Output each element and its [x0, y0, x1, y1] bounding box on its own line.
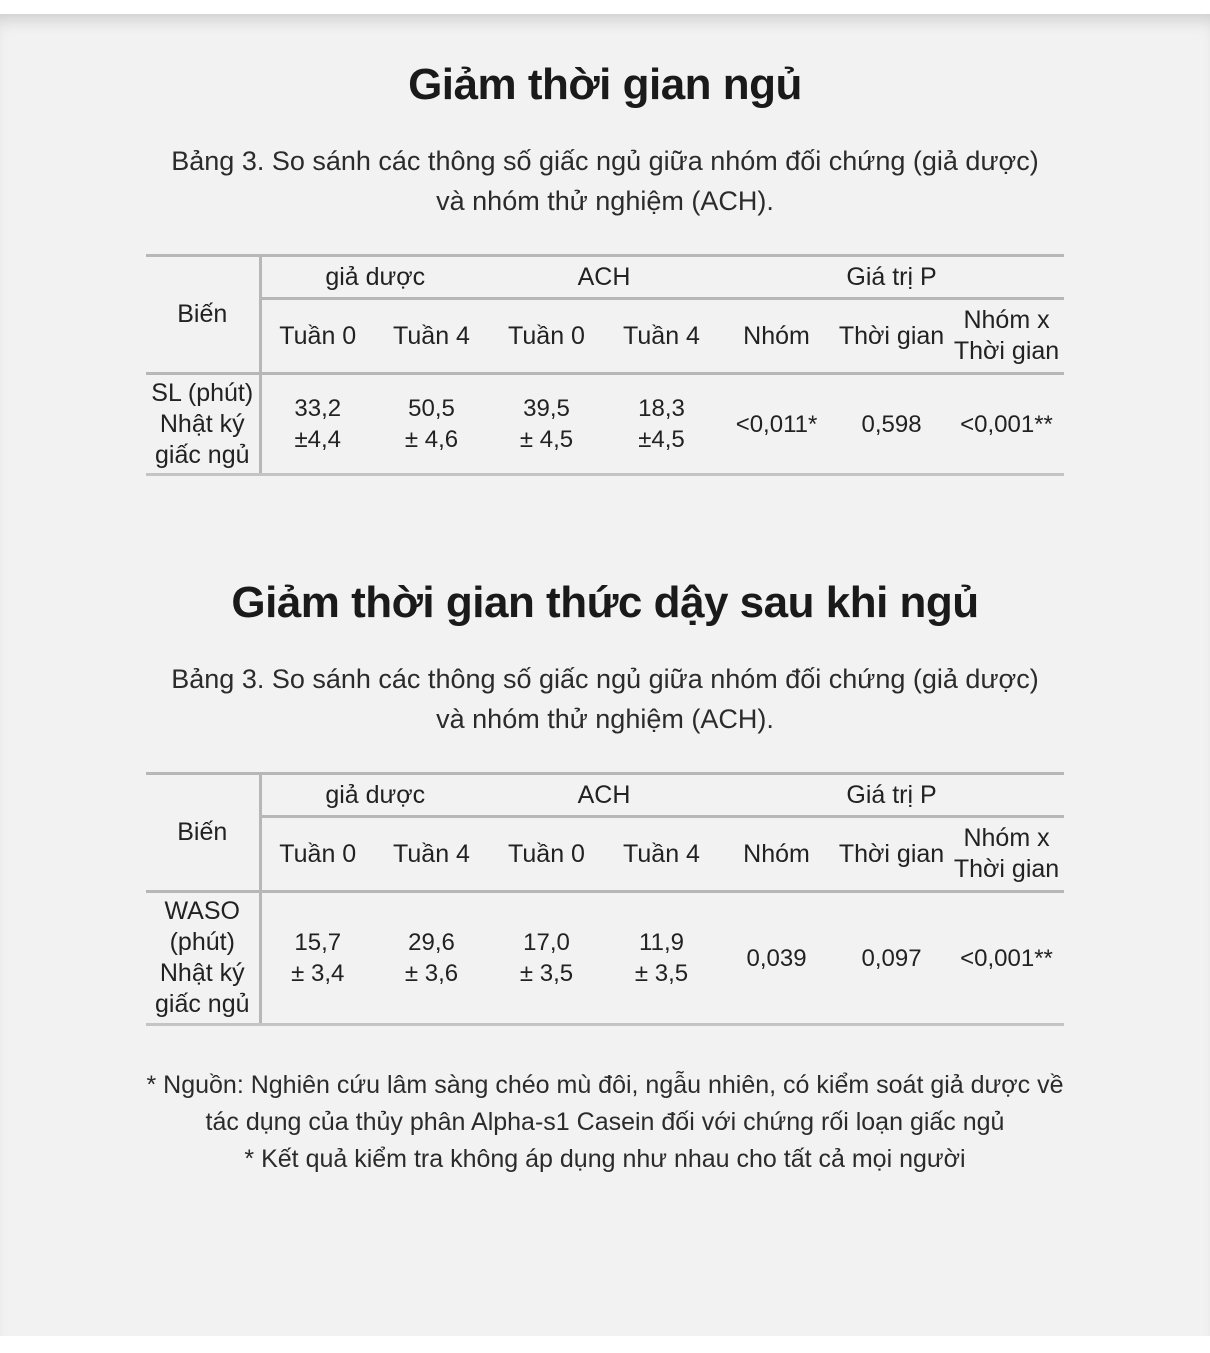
column-header: Tuần 4	[374, 817, 489, 892]
variable-line: giấc ngủ	[154, 990, 250, 1018]
group-header-ach: ACH	[489, 256, 719, 299]
value-cell	[260, 374, 374, 475]
value-cell	[374, 374, 489, 475]
column-header: Tuần 0	[260, 817, 374, 892]
table-caption	[0, 659, 1210, 739]
sd-value: ± 3,6	[404, 960, 459, 987]
p-value-cell: <0,011*	[719, 374, 834, 475]
variable-cell	[146, 892, 260, 1025]
p-value-cell: 0,039	[719, 892, 834, 1025]
sd-value: ± 3,5	[634, 960, 689, 987]
section-title: Giảm thời gian ngủ	[408, 60, 802, 109]
caption-line: Bảng 3. So sánh các thông số giấc ngủ giữa nhóm đối chứng (giả dược)	[171, 146, 1039, 176]
column-header: Tuần 0	[489, 299, 604, 374]
section-waso	[0, 578, 1210, 628]
column-header: Tuần 4	[374, 299, 489, 374]
variable-cell	[146, 374, 260, 475]
footnote-line: * Nguồn: Nghiên cứu lâm sàng chéo mù đôi, ngẫu nhiên, có kiểm soát giả dược về	[146, 1071, 1064, 1099]
variable-line: WASO	[164, 897, 240, 925]
column-header-group-x-time	[949, 817, 1064, 892]
p-value-cell: 0,097	[834, 892, 949, 1025]
mean-value: 29,6	[408, 929, 455, 956]
column-header-group-x-time	[949, 299, 1064, 374]
header-line: Nhóm x	[963, 306, 1050, 334]
mean-value: 39,5	[523, 395, 570, 422]
column-header: Tuần 0	[260, 299, 374, 374]
section-sleep-latency	[0, 60, 1210, 110]
mean-value: 18,3	[638, 395, 685, 422]
mean-value: 50,5	[408, 395, 455, 422]
group-header-placebo: giả dược	[260, 256, 489, 299]
sd-value: ± 4,5	[519, 426, 574, 453]
sd-value: ± 4,6	[404, 426, 459, 453]
column-header: Tuần 0	[489, 817, 604, 892]
waso-table	[146, 772, 1064, 1026]
sleep-latency-table	[146, 254, 1064, 476]
header-line: Thời gian	[953, 337, 1060, 365]
table-caption	[0, 141, 1210, 221]
group-header-p-value: Giá trị P	[719, 774, 1064, 817]
footnote-line: tác dụng của thủy phân Alpha-s1 Casein đối với chứng rối loạn giấc ngủ	[205, 1108, 1005, 1136]
section-title: Giảm thời gian thức dậy sau khi ngủ	[231, 578, 979, 627]
value-cell	[604, 892, 719, 1025]
group-header-placebo: giả dược	[260, 774, 489, 817]
variable-header: Biến	[146, 774, 260, 892]
mean-value: 33,2	[294, 395, 342, 422]
value-cell	[489, 374, 604, 475]
column-header: Thời gian	[834, 817, 949, 892]
p-value-cell: 0,598	[834, 374, 949, 475]
group-header-p-value: Giá trị P	[719, 256, 1064, 299]
caption-line: và nhóm thử nghiệm (ACH).	[436, 704, 774, 734]
footnote	[0, 1067, 1210, 1178]
caption-line: và nhóm thử nghiệm (ACH).	[436, 186, 774, 216]
column-header: Nhóm	[719, 817, 834, 892]
column-header: Tuần 4	[604, 817, 719, 892]
value-cell	[604, 374, 719, 475]
value-cell	[374, 892, 489, 1025]
variable-line: Nhật ký	[159, 959, 245, 987]
variable-header: Biến	[146, 256, 260, 374]
group-header-ach: ACH	[489, 774, 719, 817]
p-value-cell: <0,001**	[949, 374, 1064, 475]
sd-value: ± 3,4	[291, 960, 345, 987]
variable-line: giấc ngủ	[154, 440, 250, 469]
variable-line: SL (phút)	[151, 378, 254, 407]
sd-value: ±4,4	[294, 426, 342, 453]
mean-value: 11,9	[639, 929, 684, 956]
mean-value: 17,0	[523, 929, 570, 956]
value-cell	[260, 892, 374, 1025]
header-line: Thời gian	[953, 855, 1060, 883]
p-value-cell: <0,001**	[949, 892, 1064, 1025]
variable-line: Nhật ký	[159, 409, 245, 438]
value-cell	[489, 892, 604, 1025]
header-line: Nhóm x	[963, 824, 1050, 852]
column-header: Tuần 4	[604, 299, 719, 374]
sd-value: ± 3,5	[519, 960, 574, 987]
caption-line: Bảng 3. So sánh các thông số giấc ngủ giữa nhóm đối chứng (giả dược)	[171, 664, 1039, 694]
column-header: Nhóm	[719, 299, 834, 374]
variable-line: (phút)	[169, 928, 235, 956]
column-header: Thời gian	[834, 299, 949, 374]
sd-value: ±4,5	[638, 426, 685, 453]
mean-value: 15,7	[294, 929, 342, 956]
footnote-line: * Kết quả kiểm tra không áp dụng như nhau cho tất cả mọi người	[244, 1145, 966, 1173]
